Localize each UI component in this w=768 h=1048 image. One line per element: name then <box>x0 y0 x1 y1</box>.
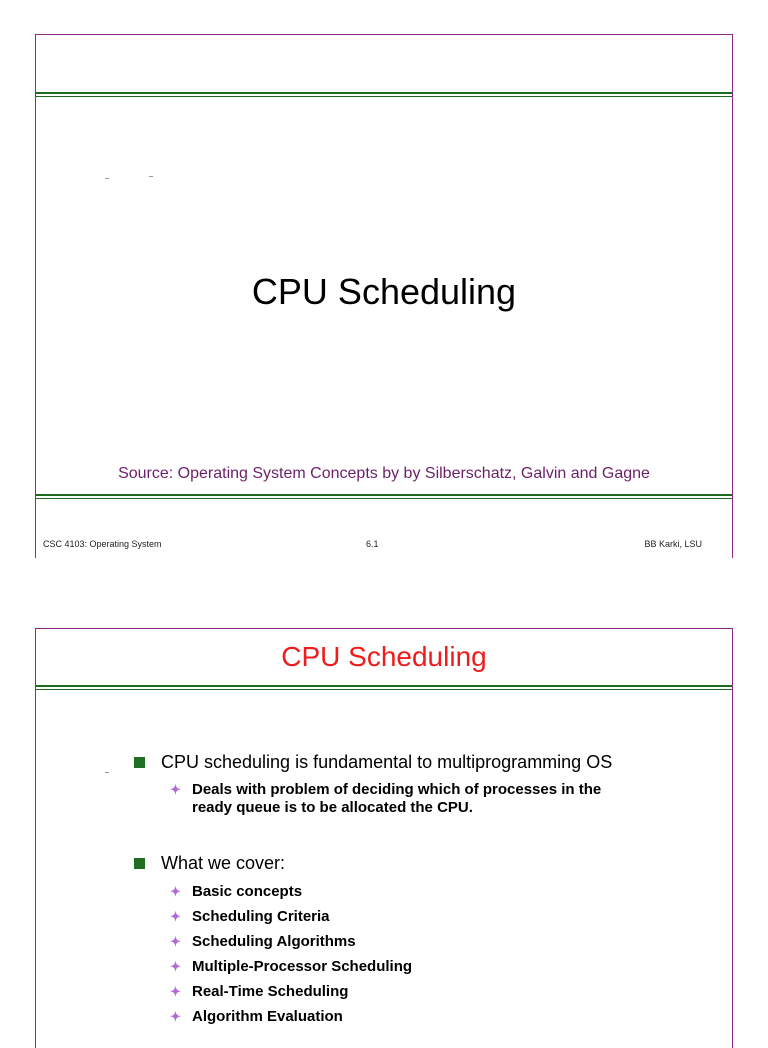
bullet-text: CPU scheduling is fundamental to multiprogramming OS <box>161 752 613 772</box>
source-citation: Source: Operating System Concepts by by Silberschatz, Galvin and Gagne <box>118 465 650 482</box>
slide-2 <box>35 628 733 1048</box>
star-bullet-icon: ✦ <box>170 959 181 974</box>
sub-item <box>170 781 640 817</box>
sub-item <box>170 983 412 1008</box>
bullet-text: What we cover: <box>161 853 286 873</box>
top-rule <box>36 685 732 690</box>
sub-item <box>170 1008 412 1033</box>
star-bullet-icon: ✦ <box>170 1009 181 1024</box>
star-bullet-icon: ✦ <box>170 934 181 949</box>
star-bullet-icon: ✦ <box>170 909 181 924</box>
sub-list <box>170 781 640 817</box>
square-bullet-icon <box>134 757 145 768</box>
sub-item <box>170 883 412 908</box>
top-rule <box>36 92 732 97</box>
bullet-item <box>134 853 285 874</box>
sub-item-text: Multiple-Processor Scheduling <box>192 958 413 975</box>
slide-title: CPU Scheduling <box>281 641 487 672</box>
footer-page-number: 6.1 <box>366 539 379 549</box>
sub-item-text: Basic concepts <box>192 883 303 900</box>
tick-mark <box>149 176 153 177</box>
sub-item-text: Deals with problem of deciding which of processes in the ready queue is to be allocated the CPU. <box>192 781 602 816</box>
footer-course: CSC 4103: Operating System <box>43 539 162 549</box>
square-bullet-icon <box>134 858 145 869</box>
sub-list <box>170 883 412 1033</box>
sub-item <box>170 908 412 933</box>
sub-item-text: Scheduling Algorithms <box>192 933 356 950</box>
slide-1 <box>35 34 733 558</box>
sub-item-text: Scheduling Criteria <box>192 908 330 925</box>
tick-mark <box>105 772 109 773</box>
sub-item <box>170 958 412 983</box>
sub-item-text: Real-Time Scheduling <box>192 983 349 1000</box>
footer-author: BB Karki, LSU <box>644 539 702 549</box>
star-bullet-icon: ✦ <box>170 984 181 999</box>
slide-title: CPU Scheduling <box>251 271 517 312</box>
tick-mark <box>105 178 109 179</box>
star-bullet-icon: ✦ <box>170 782 181 797</box>
bullet-item <box>134 752 612 773</box>
sub-item <box>170 933 412 958</box>
bottom-rule <box>36 494 732 499</box>
sub-item-text: Algorithm Evaluation <box>192 1008 343 1025</box>
star-bullet-icon: ✦ <box>170 884 181 899</box>
